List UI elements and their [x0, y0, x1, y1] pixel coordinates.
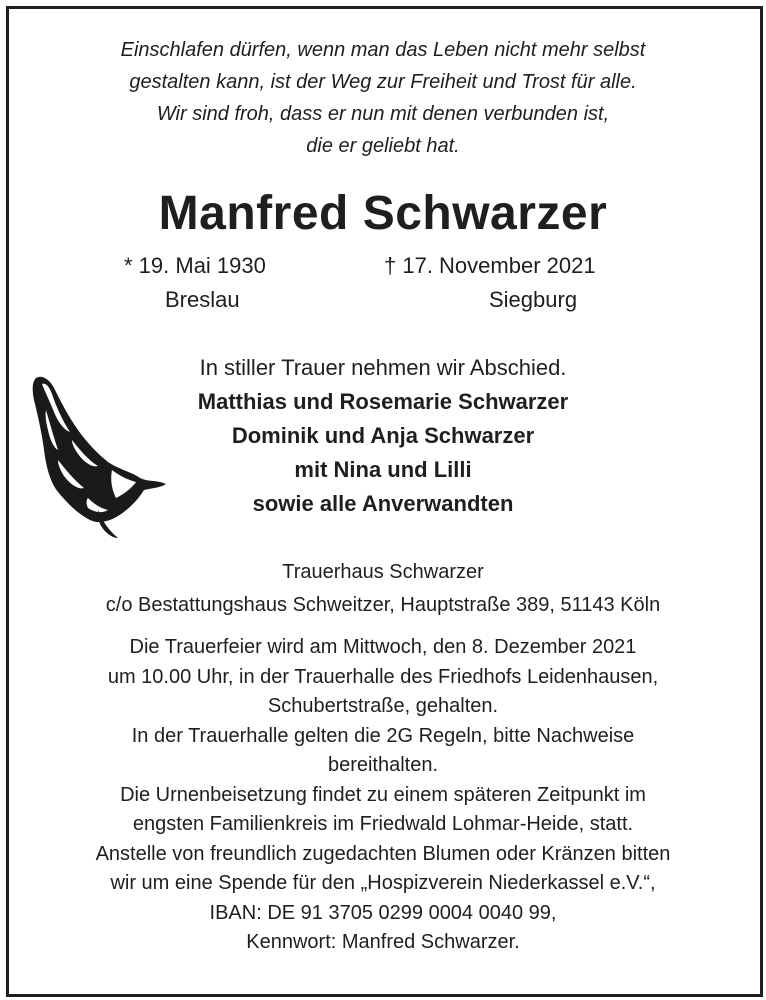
- info-line: Die Trauerfeier wird am Mittwoch, den 8. Dezember 2021: [129, 636, 637, 658]
- farewell-line: In stiller Trauer nehmen wir Abschied.: [199, 355, 567, 380]
- mourner-line: sowie alle Anverwandten: [252, 491, 514, 516]
- quote-line: Einschlafen dürfen, wenn man das Leben nicht mehr selbst: [120, 39, 646, 61]
- info-line: In der Trauerhalle gelten die 2G Regeln, bitte Nachweise: [131, 724, 635, 747]
- mourner-line: Dominik und Anja Schwarzer: [231, 423, 535, 448]
- birth-date: * 19. Mai 1930: [124, 253, 266, 278]
- info-line: engsten Familienkreis im Friedwald Lohmar-Heide, statt.: [132, 813, 634, 835]
- deceased-name: Manfred Schwarzer: [158, 187, 608, 240]
- info-line: wir um eine Spende für den „Hospizverein Niederkassel e.V.“,: [110, 872, 656, 894]
- mourner-line: Matthias und Rosemarie Schwarzer: [197, 389, 569, 414]
- info-line: Schubertstraße, gehalten.: [267, 695, 499, 717]
- funeral-info: [0, 633, 766, 958]
- death-date: † 17. November 2021: [384, 253, 596, 278]
- info-line: um 10.00 Uhr, in der Trauerhalle des Friedhofs Leidenhausen,: [107, 665, 659, 688]
- family-section: [0, 351, 766, 521]
- death-place: Siegburg: [489, 287, 578, 312]
- info-line: Kennwort: Manfred Schwarzer.: [246, 931, 520, 953]
- info-line: Die Urnenbeisetzung findet zu einem späteren Zeitpunkt im: [120, 783, 646, 806]
- address-line: Trauerhaus Schwarzer: [282, 561, 484, 583]
- quote-line: die er geliebt hat.: [306, 135, 460, 157]
- info-line: Anstelle von freundlich zugedachten Blumen oder Kränzen bitten: [95, 842, 671, 865]
- address-line: c/o Bestattungshaus Schweitzer, Hauptstraße 389, 51143 Köln: [105, 594, 661, 616]
- birth-place: Breslau: [165, 287, 240, 312]
- quote: [0, 34, 766, 162]
- quote-line: Wir sind froh, dass er nun mit denen verbunden ist,: [156, 103, 610, 125]
- mourning-address: [0, 556, 766, 622]
- mourner-line: mit Nina und Lilli: [294, 457, 472, 482]
- quote-line: gestalten kann, ist der Weg zur Freiheit und Trost für alle.: [129, 71, 637, 93]
- info-line: IBAN: DE 91 3705 0299 0004 0040 99,: [209, 901, 557, 924]
- info-line: bereithalten.: [327, 754, 439, 776]
